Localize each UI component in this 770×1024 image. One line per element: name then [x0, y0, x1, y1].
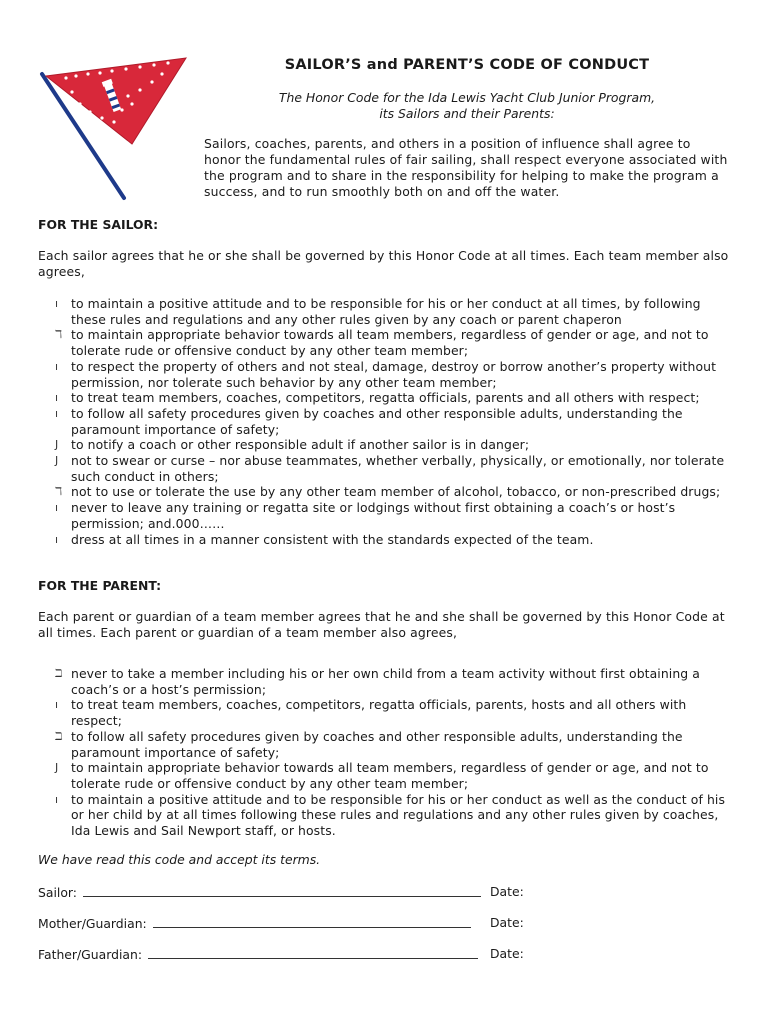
- sailor-signature-line[interactable]: [83, 884, 481, 897]
- bullet-icon: ı: [55, 501, 59, 515]
- mother-date-label: Date:: [490, 915, 524, 930]
- list-item-text: to maintain appropriate behavior towards all team members, regardless of gender or age, and not to tolerate rude or offensive conduct by any other team member;: [71, 760, 709, 791]
- sailor-heading: FOR THE SAILOR:: [38, 217, 159, 232]
- parent-heading: FOR THE PARENT:: [38, 578, 162, 593]
- list-item-text: to follow all safety procedures given by coaches and other responsible adults, understanding the paramount importance of safety;: [71, 728, 683, 760]
- mother-signature-line[interactable]: [153, 915, 471, 928]
- sailor-date-label: Date:: [490, 884, 524, 899]
- list-item: [55, 453, 735, 484]
- list-item-text: to maintain appropriate behavior towards all team members, regardless of gender or age, and not to tolerate rude or offensive conduct by any other team member;: [71, 327, 709, 359]
- mother-signature-row: [38, 915, 524, 931]
- list-item-text: to treat team members, coaches, competitors, regatta officials, parents and all others with respect;: [71, 390, 700, 406]
- parent-list: [55, 666, 735, 839]
- page-title: SAILOR’S and PARENT’S CODE OF CONDUCT: [284, 57, 650, 73]
- list-item-text: to respect the property of others and not steal, damage, destroy or borrow another’s property without permission, nor tolerate such behavior by any other team member;: [71, 358, 717, 390]
- list-item: [55, 296, 735, 327]
- list-item: [55, 792, 735, 839]
- list-item: [55, 406, 735, 437]
- bullet-icon: ı: [55, 792, 59, 806]
- list-item-text: to maintain a positive attitude and to be responsible for his or her conduct at all times, by following these rules and regulations and any other rules given by any coach or parent chaperon: [71, 296, 701, 327]
- list-item: [55, 437, 735, 453]
- sailor-paragraph: Each sailor agrees that he or she shall be governed by this Honor Code at all times. Each team member also agrees,: [38, 248, 729, 279]
- father-signature-row: [38, 946, 524, 962]
- acceptance-statement: We have read this code and accept its terms.: [38, 852, 321, 867]
- list-item-text: to notify a coach or other responsible adult if another sailor is in danger;: [71, 437, 530, 453]
- bullet-icon: ℶ: [55, 729, 63, 743]
- bullet-icon: J: [55, 761, 59, 775]
- bullet-icon: ı: [55, 359, 59, 373]
- list-item: [55, 532, 735, 548]
- list-item: [55, 359, 735, 390]
- bullet-icon: ℸ: [55, 328, 63, 342]
- bullet-icon: ℸ: [55, 485, 63, 499]
- list-item: [55, 500, 735, 531]
- father-signature-label: Father/Guardian:: [38, 947, 143, 962]
- list-item: [55, 697, 735, 728]
- sailor-signature-row: [38, 884, 524, 900]
- list-item-text: not to swear or curse – nor abuse teammates, whether verbally, physically, or emotionally, nor tolerate such conduct in others;: [71, 453, 725, 484]
- bullet-icon: J: [55, 454, 59, 468]
- bullet-icon: ı: [55, 297, 59, 310]
- bullet-icon: ℶ: [55, 667, 63, 680]
- list-item: [55, 760, 735, 791]
- parent-paragraph: Each parent or guardian of a team member agrees that he and she shall be governed by this Honor Code at all times. Each parent or guardian of a team member also agrees,: [38, 609, 725, 640]
- list-item-text: not to use or tolerate the use by any other team member of alcohol, tobacco, or non-prescribed drugs;: [71, 484, 721, 500]
- page-subtitle: [202, 90, 732, 122]
- list-item-text: never to take a member including his or her own child from a team activity without first obtaining a coach’s or a host’s permission;: [71, 666, 700, 697]
- burgee-flag-icon: [36, 52, 196, 202]
- list-item: [55, 484, 735, 500]
- bullet-icon: ı: [55, 406, 59, 420]
- father-date-label: Date:: [490, 946, 524, 961]
- bullet-icon: ı: [55, 532, 59, 546]
- list-item-text: never to leave any training or regatta site or lodgings without first obtaining a coach’s or host’s permission; and.000……: [71, 500, 676, 531]
- subtitle-line-1: The Honor Code for the Ida Lewis Yacht Club Junior Program,: [278, 90, 656, 105]
- bullet-icon: J: [55, 438, 59, 452]
- list-item: [55, 327, 735, 358]
- subtitle-line-2: its Sailors and their Parents:: [379, 106, 555, 121]
- list-item: [55, 390, 735, 406]
- list-item-text: dress at all times in a manner consistent with the standards expected of the team.: [71, 531, 594, 547]
- sailor-list: [55, 296, 735, 547]
- list-item: [55, 666, 735, 697]
- bullet-icon: ı: [55, 391, 59, 405]
- list-item-text: to maintain a positive attitude and to be responsible for his or her conduct as well as the conduct of his or her child by at all times following these rules and regulations and any other rules given by coaches, Ida Lewis and Sail Newport staff, or hosts.: [71, 791, 725, 839]
- list-item-text: to treat team members, coaches, competitors, regatta officials, parents, hosts and all others with respect;: [71, 697, 687, 729]
- list-item-text: to follow all safety procedures given by coaches and other responsible adults, understanding the paramount importance of safety;: [71, 405, 683, 437]
- intro-paragraph: Sailors, coaches, parents, and others in a position of influence shall agree to honor the fundamental rules of fair sailing, shall respect everyone associated with the program and to share in the responsibility for helping to make the program a success, and to run smoothly both on and off the water.: [204, 136, 728, 199]
- bullet-icon: ı: [55, 698, 59, 712]
- mother-signature-label: Mother/Guardian:: [38, 916, 147, 931]
- list-item: [55, 729, 735, 760]
- sailor-signature-label: Sailor:: [38, 885, 77, 900]
- father-signature-line[interactable]: [148, 946, 478, 959]
